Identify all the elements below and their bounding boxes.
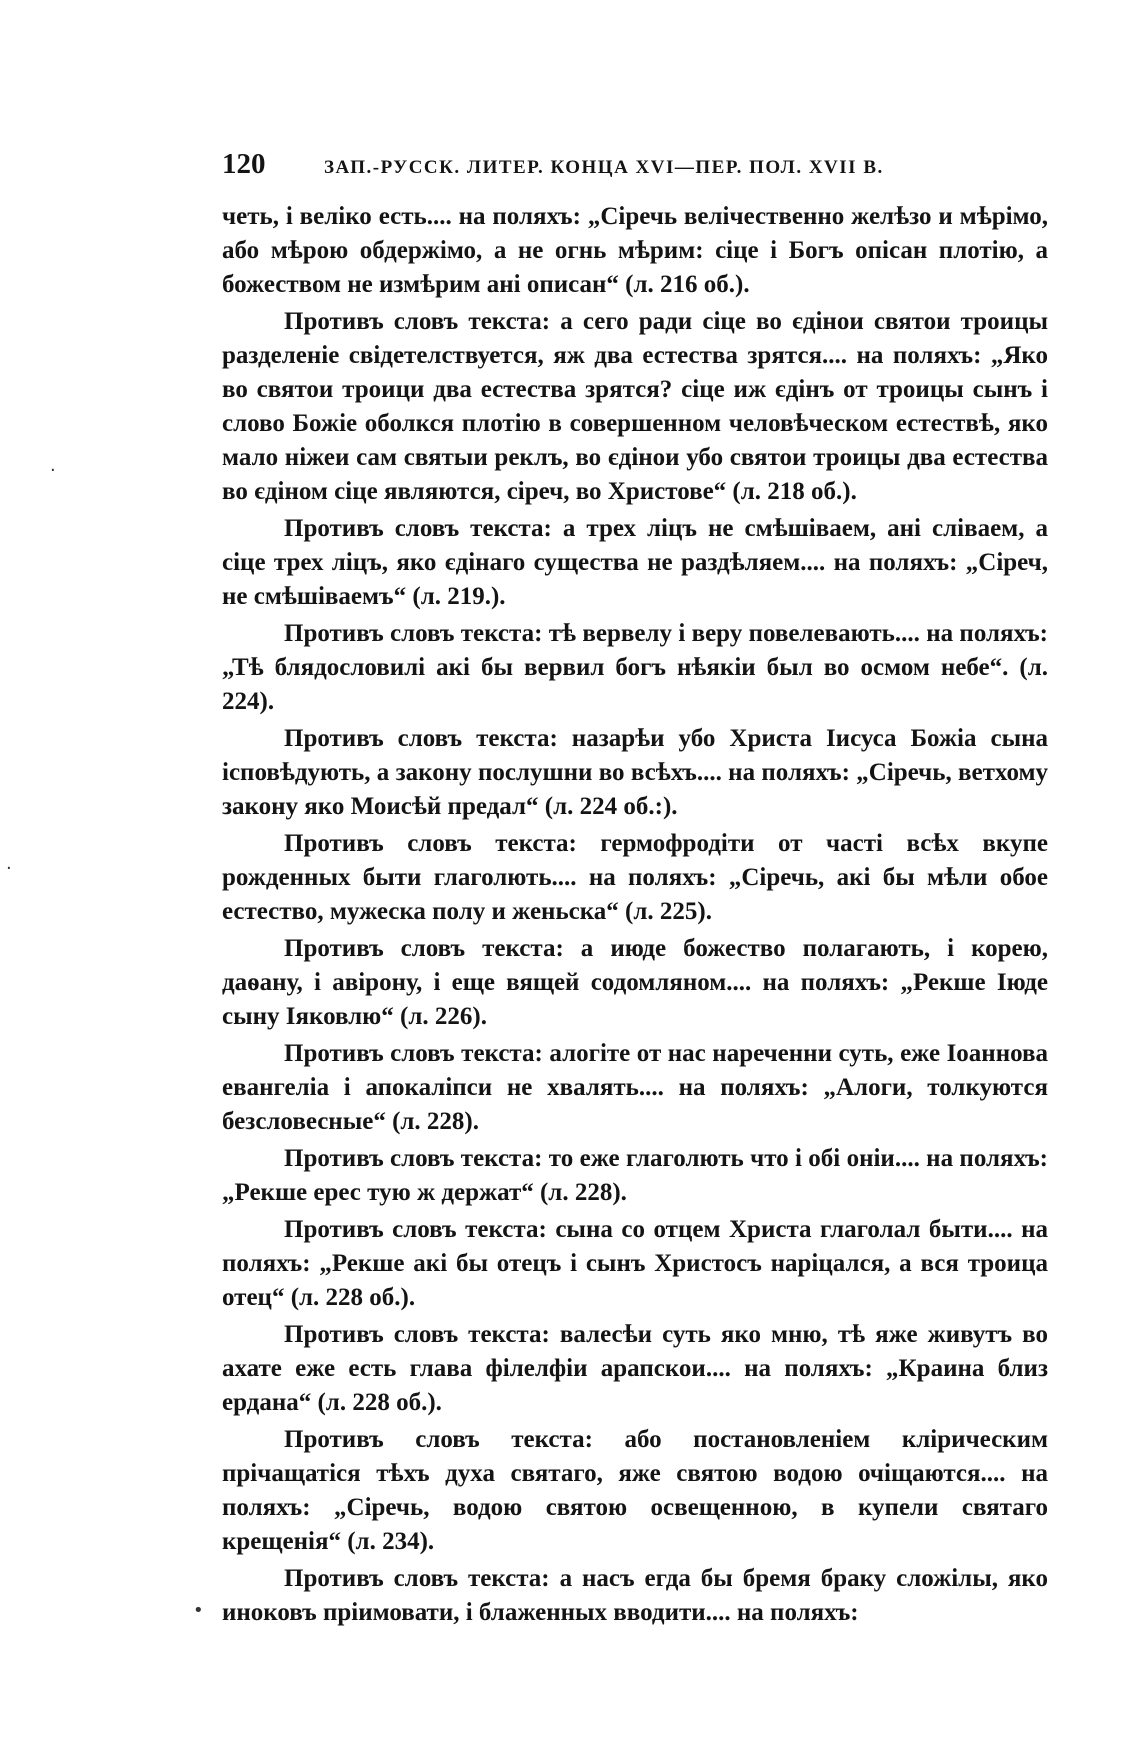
paragraph: Противъ словъ текста: назарѣи убо Христа Іисуса Божіа сына ісповѣдують, а закону послушни во всѣхъ.... на поляхъ: „Сіречь, ветхому закону яко Моисѣй предал“ (л. 224 об.:). bbox=[222, 725, 1048, 820]
paragraph: Противъ словъ текста: або постановленіем клірическим прічащатіся тѣхъ духа святаго, яже святою водою очіщаются.... на поляхъ: „Сіречь, водою святою освещенною, в купели святаго крещенія“ (л. 234). bbox=[222, 1426, 1048, 1555]
margin-dot: · bbox=[6, 858, 12, 879]
paragraph: Противъ словъ текста: а июде божество полагають, і корею, даѳану, і авірону, і еще вящей содомляном.... на поляхъ: „Рекше Іюде сыну Іяковлю“ (л. 226). bbox=[222, 935, 1048, 1030]
paragraph: Противъ словъ текста: а насъ егда бы бремя браку сложілы, яко иноковъ пріимовати, і блаженных вводити.... на поляхъ: bbox=[222, 1565, 1048, 1626]
paragraph: Противъ словъ текста: валесѣи суть яко мню, тѣ яже живутъ во ахате еже есть глава філелфіи арапскои.... на поляхъ: „Краина близ ердана“ (л. 228 об.). bbox=[222, 1321, 1048, 1416]
margin-dot: · bbox=[50, 460, 56, 481]
page bbox=[222, 148, 1048, 1633]
paragraph: Противъ словъ текста: сына со отцем Христа глаголал быти.... на поляхъ: „Рекше акі бы отецъ і сынъ Христосъ наріцался, а вся троица отец“ (л. 228 об.). bbox=[222, 1216, 1048, 1311]
paragraph: Противъ словъ текста: то еже глаголють что і обі оніи.... на поляхъ: „Рекше ерес тую ж держат“ (л. 228). bbox=[222, 1145, 1048, 1206]
running-head bbox=[222, 148, 1048, 182]
paragraph: Противъ словъ текста: а сего ради сіце во єдінои святои троицы разделеніе свідетелствуется, яж два естества зрятся.... на поляхъ: „Яко во святои троици два естества зрятся? сіце иж єдінъ от троицы сынъ і слово Божіе оболкся плотію в совершенном человѣческом естествѣ, яко мало ніжеи сам святыи реклъ, во єдінои убо святои троицы два естества во єдіном сіце являются, сіреч, во Христовe“ (л. 218 об.). bbox=[222, 308, 1048, 505]
page-number: 120 bbox=[222, 148, 266, 180]
paragraph: Противъ словъ текста: тѣ вервелу і веру повелевають.... на поляхъ: „Тѣ блядословилі акі бы вервил богъ нѣякіи был во осмом небе“. (л. 224). bbox=[222, 620, 1048, 715]
body-text bbox=[222, 200, 1048, 1630]
paragraph: четь, і веліко есть.... на поляхъ: „Сіречь велічественно желѣзо и мѣрімо, або мѣрою обдержімо, а не огнь мѣрим: сіце і Богъ опісан плотію, а божеством не измѣрим ані описан“ (л. 216 об.). bbox=[222, 203, 1048, 298]
paragraph: Противъ словъ текста: алогіте от нас нареченни суть, еже Іоаннова евангеліа і апокаліпси не хвалять.... на поляхъ: „Алоги, толкуются безсловесные“ (л. 228). bbox=[222, 1040, 1048, 1135]
running-title: ЗАП.-РУССК. ЛИТЕР. КОНЦА XVI—ПЕР. ПОЛ. XVII В. bbox=[324, 157, 884, 178]
paragraph: Противъ словъ текста: а трех ліцъ не смѣшіваем, ані сліваем, а сіце трех ліцъ, яко єдінаго существа не раздѣляем.... на поляхъ: „Сіреч, не смѣшіваемъ“ (л. 219.). bbox=[222, 515, 1048, 610]
paragraph: Противъ словъ текста: гермофродіти от частi всѣх вкупе рожденных быти глаголють.... на поляхъ: „Сіречь, акі бы мѣли обое естество, мужеска полу и женьска“ (л. 225). bbox=[222, 830, 1048, 925]
margin-dot: • bbox=[193, 1600, 204, 1621]
